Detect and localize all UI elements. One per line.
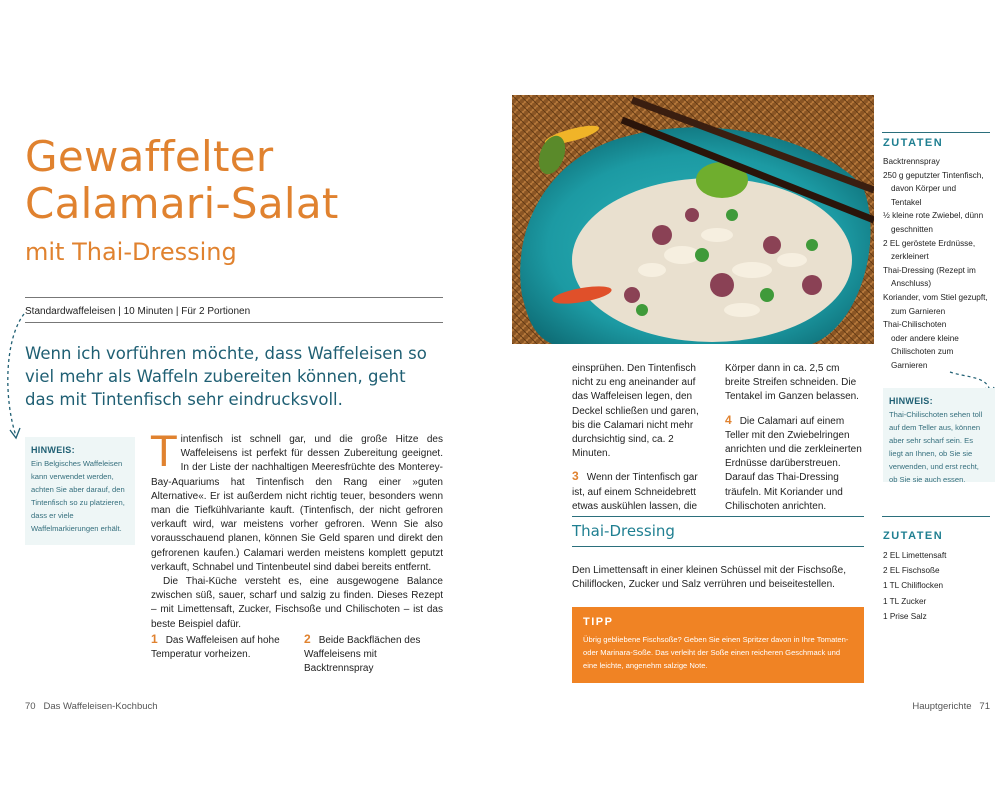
step-1	[151, 632, 291, 662]
step-text: Das Waffeleisen auf hohe Temperatur vorheizen.	[151, 635, 280, 661]
zutaten-list-2	[883, 548, 993, 624]
ingredient: Chilischoten zum	[891, 347, 954, 357]
page-number: 70	[25, 701, 36, 712]
step-2	[304, 632, 444, 677]
calamari-salad-photo	[512, 95, 874, 344]
zutaten-rule	[882, 132, 990, 133]
footer-left	[25, 701, 158, 712]
recipe-body	[151, 427, 443, 632]
zutaten-list-1	[883, 155, 993, 373]
ingredient: 250 g geputzter Tintenfisch,	[883, 170, 984, 180]
drop-cap: T	[151, 427, 177, 476]
step-number: 3	[572, 469, 579, 484]
ingredient: ½ kleine rote Zwiebel, dünn	[883, 211, 984, 221]
step-4	[725, 413, 865, 514]
book-title: Das Waffeleisen-Kochbuch	[43, 701, 158, 712]
zutaten-rule-2	[882, 516, 990, 517]
dressing-rule-top	[572, 516, 864, 517]
hint-box-right	[883, 388, 995, 482]
method-text: Körper dann in ca. 2,5 cm breite Streifen schneiden. Die Tentakel im Ganzen belassen.	[725, 363, 859, 403]
recipe-title-line1: Gewaffelter	[25, 132, 274, 181]
recipe-title-line2: Calamari-Salat	[25, 179, 339, 228]
method-text: einsprühen. Den Tintenfisch nicht zu eng aneinander auf das Waffeleisen legen, den Deckel schließen und garen, bis die Calamari nicht mehr durchsichtig sind, ca. 2 Minuten.	[572, 363, 699, 460]
hint-title: HINWEIS:	[31, 445, 75, 455]
ingredient: Garnieren	[891, 360, 928, 370]
ingredient: 2 EL Fischsoße	[883, 566, 940, 576]
zutaten-title-2: ZUTATEN	[883, 530, 944, 542]
dressing-rule-bottom	[572, 546, 864, 547]
ingredient: davon Körper und	[891, 184, 957, 194]
ingredient: 1 Prise Salz	[883, 611, 927, 621]
hint-title: HINWEIS:	[889, 396, 933, 406]
body-paragraph-1: intenfisch ist schnell gar, und die große Hitze des Waffeleisens ist perfekt für dessen Zubereitung geeignet. In der Liste der nachhaltigen Meeresfrüchte des Monterey-Bay-Aquariums hat Tintenfisch den Rang einer »guten Alternative«. Er ist außerdem nicht richtig teuer, besonders wenn man die Tiefkühlvariante kauft. (Tintenfisch, der nicht gefroren verkauft wird, war meistens vorher gefroren. Wenn Sie also vorausschauend planen, können Sie Geld sparen und direkt den gefrorenen kaufen.) Calamari werden meistens komplett geputzt verkauft, Schnabel und Tintenbeutel sind dabei bereits entfernt.	[151, 434, 443, 573]
ingredient: Thai-Chilischoten	[883, 320, 947, 330]
dressing-text: Den Limettensaft in einer kleinen Schüssel mit der Fischsoße, Chiliflocken, Zucker und Salz verrühren und beiseitestellen.	[572, 565, 847, 591]
page-number: 71	[979, 701, 990, 712]
ingredient: Koriander, vom Stiel gezupft,	[883, 292, 988, 302]
step-number: 1	[151, 632, 158, 646]
dish-photo	[512, 95, 874, 344]
recipe-intro: Wenn ich vorführen möchte, dass Waffeleisen so viel mehr als Waffeln zubereiten können, geht das mit Tintenfisch sehr eindrucksvoll.	[25, 344, 427, 409]
ingredient: Anschluss)	[891, 279, 932, 289]
footer-right	[912, 701, 990, 712]
step-text: Beide Backflächen des Waffeleisens mit Backtrennspray	[304, 635, 421, 675]
recipe-meta: Standardwaffeleisen | 10 Minuten | Für 2 Portionen	[25, 306, 251, 317]
ingredient: 1 TL Chiliflocken	[883, 581, 944, 591]
recipe-title	[25, 133, 339, 227]
tipp-box	[572, 607, 864, 683]
hint-box-left	[25, 437, 135, 545]
section-title: Hauptgerichte	[912, 701, 972, 712]
zutaten-title-1: ZUTATEN	[883, 137, 944, 149]
hint-text: Ein Belgisches Waffeleisen kann verwendet werden, achten Sie aber darauf, den Tintenfisch so zu platzieren, dass er viele Waffelmarkierungen erhält.	[31, 459, 125, 533]
body-paragraph-2: Die Thai-Küche versteht es, eine ausgewogene Balance zwischen süß, sauer, scharf und salzig zu finden. Dieses Rezept – mit Limettensaft, Zucker, Fischsoße und Chilischoten – ist das beste Beispiel dafür.	[151, 576, 443, 630]
ingredient: 2 EL geröstete Erdnüsse,	[883, 238, 976, 248]
step-3	[572, 469, 712, 514]
ingredient: oder andere kleine	[891, 333, 959, 343]
ingredient: Thai-Dressing (Rezept im	[883, 265, 976, 275]
ingredient: zum Garnieren	[891, 306, 946, 316]
recipe-subtitle: mit Thai-Dressing	[25, 238, 237, 266]
step-text: Wenn der Tintenfisch gar ist, auf einem Schneidebrett etwas auskühlen lassen, die	[572, 472, 698, 512]
dashed-arrow-icon	[0, 300, 40, 460]
ingredient: 2 EL Limettensaft	[883, 551, 947, 560]
meta-divider-top	[25, 297, 443, 298]
hint-text: Thai-Chilischoten sehen toll auf dem Teller aus, können aber sehr scharf sein. Es liegt an Ihnen, ob Sie sie verwenden, und erst recht, ob Sie sie auch essen.	[889, 410, 983, 484]
ingredient: 1 TL Zucker	[883, 596, 927, 606]
step-number: 2	[304, 632, 311, 646]
ingredient: zerkleinert	[891, 252, 929, 262]
method-column-1	[572, 362, 712, 514]
ingredient: Backtrennspray	[883, 157, 940, 166]
step-number: 4	[725, 412, 732, 427]
ingredient: geschnitten	[891, 224, 933, 234]
tipp-text: Übrig gebliebene Fischsoße? Geben Sie einen Spritzer davon in Ihre Tomaten- oder Marinara-Soße. Das verleiht der Soße einen reicheren Geschmack und eine leichte, angenehm salzige Note.	[583, 635, 849, 670]
step-text: Die Calamari auf einem Teller mit den Zwiebelringen anrichten und die zerkleinerten Erdnüsse darüberstreuen. Darauf das Thai-Dressing träufeln. Mit Koriander und Chilischoten anrichten.	[725, 415, 862, 512]
meta-divider-bottom	[25, 322, 443, 323]
ingredient: Tentakel	[891, 197, 922, 207]
dressing-title: Thai-Dressing	[572, 522, 675, 540]
method-column-2	[725, 362, 865, 514]
tipp-title: TIPP	[583, 616, 614, 628]
